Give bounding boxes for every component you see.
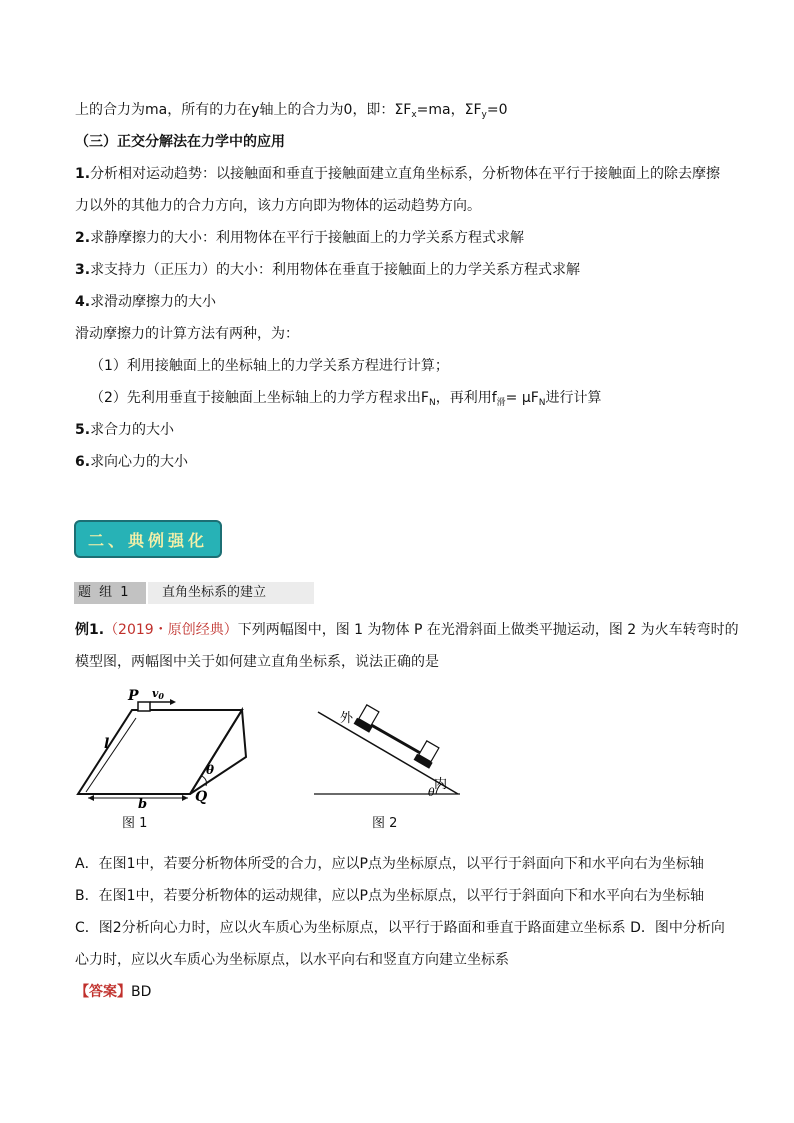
paragraph-5 <box>75 420 174 440</box>
text: （2）先利用垂直于接触面上坐标轴上的力学方程求出 <box>90 390 421 406</box>
velocity-arrowhead <box>170 699 176 705</box>
text: 进行计算 <box>545 390 602 406</box>
v0: v <box>152 687 159 700</box>
answer-line <box>75 982 151 1002</box>
num: 6. <box>75 454 91 470</box>
section-banner: 二、典例强化 <box>74 520 222 558</box>
num: 3. <box>75 262 91 278</box>
text: f <box>491 390 497 406</box>
paragraph-6 <box>75 452 188 472</box>
paragraph-1-cont: 力以外的其他力的合力方向，该力方向即为物体的运动趋势方向。 <box>75 198 481 214</box>
wheel-inner <box>414 740 441 769</box>
num: 1. <box>75 166 91 182</box>
b-arrow-right <box>182 795 188 801</box>
option-c-cont: 心力时，应以火车质心为坐标原点，以水平向右和竖直方向建立坐标系 <box>75 952 509 968</box>
text: =ma， <box>416 102 465 118</box>
num: 5. <box>75 422 91 438</box>
l-dimension <box>86 718 136 792</box>
example-line-2: 模型图，两幅图中关于如何建立直角坐标系，说法正确的是 <box>75 654 439 670</box>
slope-side <box>190 710 246 794</box>
group-label: 题 组 1 <box>74 582 146 604</box>
text: 求静摩擦力的大小：利用物体在平行于接触面上的力学关系方程式求解 <box>90 230 525 246</box>
paragraph-2 <box>75 228 524 248</box>
text: 下列两幅图中，图 1 为物体 P 在光滑斜面上做类平抛运动，图 2 为火车转弯时的 <box>237 622 739 638</box>
option-c: C．图2分析向心力时，应以火车质心为坐标原点，以平行于路面和垂直于路面建立坐标系 D．图中分析向 <box>75 920 725 936</box>
sub: N <box>428 398 436 408</box>
label-outer: 外 <box>340 711 354 726</box>
axle <box>366 722 422 754</box>
label-inner: 内 <box>434 777 448 792</box>
group-title: 直角坐标系的建立 <box>148 582 314 604</box>
label-v0 <box>152 687 164 701</box>
text: 求支持力（正压力）的大小：利用物体在垂直于接触面上的力学关系方程式求解 <box>90 262 581 278</box>
figure-1-caption: 图 1 <box>122 816 148 831</box>
text: ，再利用 <box>435 390 492 406</box>
sub: N <box>538 398 546 408</box>
figure-1 <box>70 684 260 809</box>
sub: y <box>481 110 487 120</box>
paragraph-1 <box>75 164 720 184</box>
method-2 <box>90 388 602 413</box>
text: 分析相对运动趋势：以接触面和垂直于接触面建立直角坐标系，分析物体在平行于接触面上的除去摩擦 <box>90 166 721 182</box>
sub: x <box>411 110 417 120</box>
num: 4. <box>75 294 91 310</box>
figure-2 <box>308 696 468 802</box>
paragraph-4 <box>75 292 216 312</box>
sum-y: ΣF <box>464 102 482 118</box>
label-theta: θ <box>428 786 435 799</box>
sum-x: ΣF <box>394 102 412 118</box>
num: 2. <box>75 230 91 246</box>
slope-face <box>78 710 242 794</box>
example-source: （2019・原创经典） <box>104 622 238 638</box>
method-1: （1）利用接触面上的坐标轴上的力学关系方程进行计算； <box>90 358 449 374</box>
figure-2-caption: 图 2 <box>372 816 398 831</box>
label-P: P <box>128 688 139 704</box>
text: 求滑动摩擦力的大小 <box>90 294 217 310</box>
sub: 滑 <box>496 398 506 408</box>
label-b: b <box>138 797 148 809</box>
text: ，所有的力在 <box>167 102 252 118</box>
label-theta: θ <box>206 763 215 777</box>
text: 求合力的大小 <box>90 422 175 438</box>
example-num: 1. <box>89 622 105 638</box>
intro-line <box>75 100 508 125</box>
option-a: A．在图1中，若要分析物体所受的合力，应以P点为坐标原点，以平行于斜面向下和水平向右为坐标轴 <box>75 856 704 872</box>
label-l: l <box>104 736 110 752</box>
text: ，即： <box>352 102 395 118</box>
section-heading: （三）正交分解法在力学中的应用 <box>75 134 285 150</box>
paragraph-3 <box>75 260 580 280</box>
text: = μF <box>505 390 539 406</box>
text: ma <box>145 102 168 118</box>
example-line-1 <box>75 620 739 640</box>
text: =0 <box>486 102 508 118</box>
text: 上的合力为 <box>75 102 145 118</box>
v0-sub: 0 <box>158 691 164 701</box>
text: 求向心力的大小 <box>90 454 189 470</box>
b-arrow-left <box>88 795 94 801</box>
example-prefix: 例 <box>75 622 89 638</box>
text: y <box>251 102 260 118</box>
block <box>138 702 150 711</box>
label-Q: Q <box>195 789 208 805</box>
text: F <box>420 390 429 406</box>
paragraph-4-intro: 滑动摩擦力的计算方法有两种，为： <box>75 326 299 342</box>
option-b: B．在图1中，若要分析物体的运动规律，应以P点为坐标原点，以平行于斜面向下和水平向右为坐标轴 <box>75 888 704 904</box>
text: 0 <box>343 102 353 118</box>
answer-value: BD <box>131 984 152 1000</box>
answer-label: 【答案】 <box>75 984 131 1000</box>
text: 轴上的合力为 <box>259 102 344 118</box>
